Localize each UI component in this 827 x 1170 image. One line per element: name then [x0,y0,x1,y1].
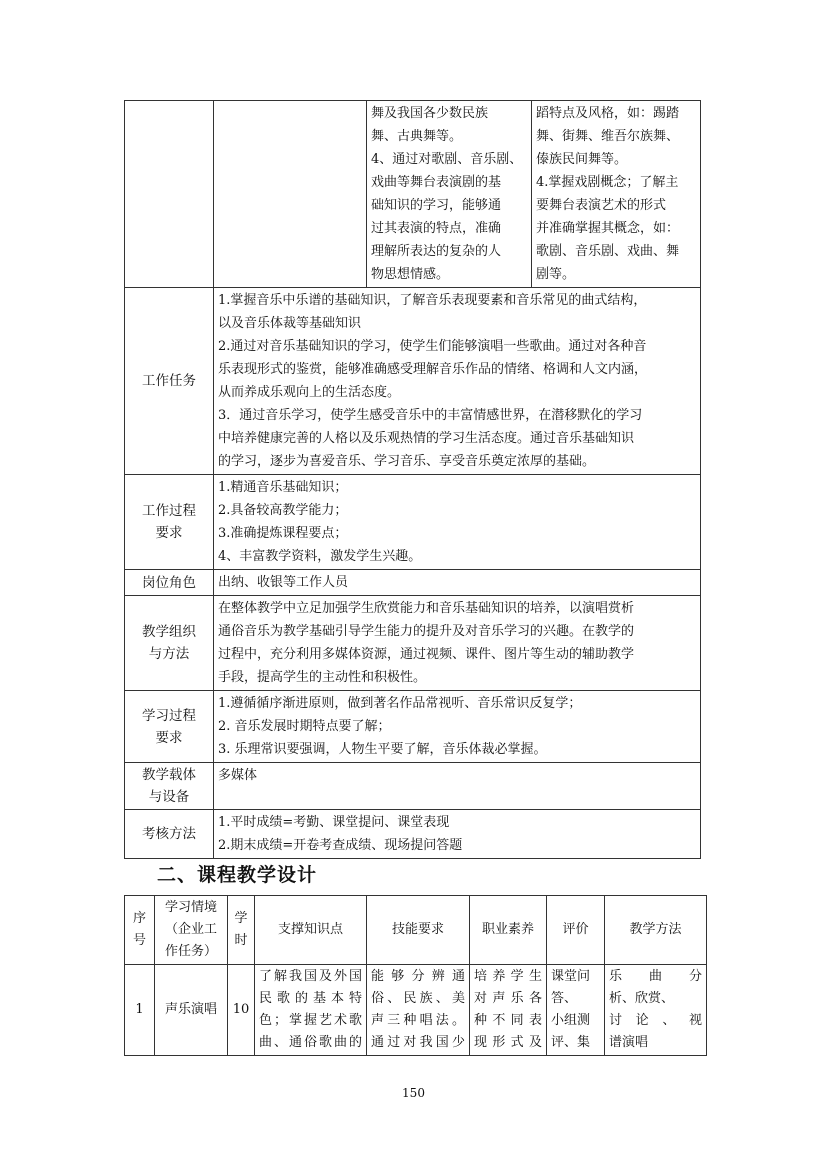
text-line: 戏曲等舞台表演剧的基 [371,175,502,190]
text-line: 歌剧、音乐剧、戏曲、舞 [536,244,680,259]
text-line: 乐表现形式的鉴赏，能够准确感受理解音乐作品的情绪、格调和人文内涵， [218,362,648,377]
label-assessment: 考核方法 [125,810,214,859]
label-line: 要求 [155,729,183,746]
label-line: 教学载体 [142,767,196,783]
text-line: 声三种唱法。 [371,1013,465,1028]
header-line: 学 [234,911,248,926]
cell-skill [367,965,470,1056]
course-info-table [124,100,701,859]
text-line: 2. 音乐发展时期特点要了解； [218,719,391,734]
text-line: 曲、通俗歌曲的 [259,1035,362,1050]
content-teaching-method [214,596,701,691]
content-process-requirement [214,475,701,570]
text-line: 1.精通音乐基础知识； [218,480,348,495]
text-line: 析、欣赏、 [609,991,675,1006]
text-line: 2.通过对音乐基础知识的学习，使学生们能够演唱一些歌曲。通过对各种音 [218,339,647,354]
label-learning-requirement [125,691,214,763]
row-learning-requirement [125,691,701,763]
label-teaching-method [125,596,214,691]
row-work-task [125,288,701,475]
continuation-cell-4 [532,101,701,288]
label-line: 教学组织 [142,624,196,640]
header-line: （企业工 [164,922,217,937]
text-line: 3. 乐理常识要强调，人物生平要了解，音乐体裁必掌握。 [218,742,547,757]
text-line: 傣族民间舞等。 [536,152,628,167]
text-line: 要舞台表演艺术的形式 [536,198,667,213]
text-line: 从而养成乐观向上的生活态度。 [218,385,401,400]
content-assessment [214,810,701,859]
text-line: 谱演唱 [609,1035,649,1050]
text-line: 的学习，逐步为喜爱音乐、学习音乐、享受音乐奠定浓厚的基础。 [218,454,596,469]
cell-situation: 声乐演唱 [155,965,228,1056]
label-work-task: 工作任务 [125,288,214,475]
text-line: 小组测 [551,1013,591,1028]
label-line: 与方法 [148,646,190,662]
continuation-row [125,101,701,288]
text-line: 理解所表达的复杂的人 [371,244,502,259]
header-quality: 职业素养 [470,896,547,965]
text-line: 过其表演的特点，准确 [371,221,502,236]
row-teaching-media [125,763,701,810]
header-line: 学习情境 [164,900,217,915]
text-line: 蹈特点及风格，如：踢踏 [536,106,680,121]
cell-eval [547,965,605,1056]
text-line: 3.准确提炼课程要点； [218,526,348,541]
text-line: 舞、古典舞等。 [371,129,463,144]
row-job-role [125,570,701,596]
header-line: 时 [234,933,248,948]
text-line: 种不同表 [474,1013,542,1028]
text-line: 培养学生 [474,969,542,984]
text-line: 对声乐各 [474,991,542,1006]
text-line: 手段，提高学生的主动性和积极性。 [218,670,427,685]
header-method: 教学方法 [605,896,707,965]
text-line: 色；掌握艺术歌 [259,1013,362,1028]
page-number: 150 [402,1086,425,1100]
text-line: 剧等。 [536,267,576,282]
row-assessment [125,810,701,859]
text-line: 1.平时成绩=考勤、课堂提问、课堂表现 [218,815,450,830]
text-line: 乐曲分 [609,969,702,984]
cell-knowledge [255,965,367,1056]
content-teaching-media [214,763,701,810]
label-job-role: 岗位角色 [125,570,214,596]
text-line: 在整体教学中立足加强学生欣赏能力和音乐基础知识的培养，以演唱赏析 [218,601,635,616]
text-line: 讨论、视 [609,1013,702,1028]
cell-hours: 10 [228,965,255,1056]
row-teaching-method [125,596,701,691]
header-line: 序 [132,911,146,926]
header-eval: 评价 [547,896,605,965]
text-line: 能够分辨通 [371,969,465,984]
header-line: 号 [132,933,146,948]
text-line: 过程中，充分利用多媒体资源，通过视频、课件、图片等生动的辅助教学 [218,647,635,662]
text-line: 1.掌握音乐中乐谱的基础知识，了解音乐表现要素和音乐常见的曲式结构， [218,293,647,308]
text-line: 3．通过音乐学习，使学生感受音乐中的丰富情感世界，在潜移默化的学习 [218,408,643,423]
text-line: 现形式及 [474,1035,542,1050]
text-line: 通过对我国少 [371,1035,465,1050]
text-line: 物思想情感。 [371,267,450,282]
cell-quality [470,965,547,1056]
header-row [125,896,707,965]
text-line: 俗、民族、美 [371,991,465,1006]
section-title: 二、课程教学设计 [157,864,318,886]
content-job-role [214,570,701,596]
text-line: 舞、街舞、维吾尔族舞、 [536,129,680,144]
label-line: 与设备 [148,789,190,805]
text-line: 民歌的基本特 [259,991,362,1006]
label-line: 要求 [155,525,183,541]
text-line: 评、集 [551,1035,591,1050]
label-teaching-media [125,763,214,810]
text-line: 了解我国及外国 [259,969,362,984]
text-line: 2.期末成绩=开卷考查成绩、现场提问答题 [218,838,463,853]
header-hours [228,896,255,965]
continuation-cell-3 [367,101,532,288]
text-line: 多媒体 [218,768,258,783]
text-line: 中培养健康完善的人格以及乐观热情的学习生活态度。通过音乐基础知识 [218,431,635,446]
label-line: 学习过程 [142,707,196,724]
text-line: 答、 [551,991,578,1006]
empty-cell [214,101,367,288]
text-line: 通俗音乐为教学基础引导学生能力的提升及对音乐学习的兴趣。在教学的 [218,624,635,639]
text-line: 4、通过对歌剧、音乐剧、 [371,152,523,167]
text-line: 舞及我国各少数民族 [371,106,489,121]
row-process-requirement [125,475,701,570]
header-line: 作任务） [164,944,217,959]
header-seq [125,896,155,965]
content-work-task [214,288,701,475]
header-skill: 技能要求 [367,896,470,965]
text-line: 并准确掌握其概念，如： [536,221,680,236]
label-line: 工作过程 [142,503,196,519]
header-situation [155,896,228,965]
course-design-table [124,895,707,1056]
label-process-requirement [125,475,214,570]
table-row [125,965,707,1056]
text-line: 以及音乐体裁等基础知识 [218,316,362,331]
empty-cell [125,101,214,288]
text-line: 2.具备较高教学能力； [218,503,348,518]
text-line: 4.掌握戏剧概念；了解主 [536,175,679,190]
text-line: 4、丰富教学资料，激发学生兴趣。 [218,549,422,564]
cell-seq: 1 [125,965,155,1056]
cell-method [605,965,707,1056]
text-line: 础知识的学习，能够通 [371,198,502,213]
text-line: 课堂问 [551,969,591,984]
content-learning-requirement [214,691,701,763]
text-line: 出纳、收银等工作人员 [218,575,349,590]
text-line: 1.遵循循序渐进原则，做到著名作品常视听、音乐常识反复学； [218,696,582,711]
header-knowledge: 支撑知识点 [255,896,367,965]
